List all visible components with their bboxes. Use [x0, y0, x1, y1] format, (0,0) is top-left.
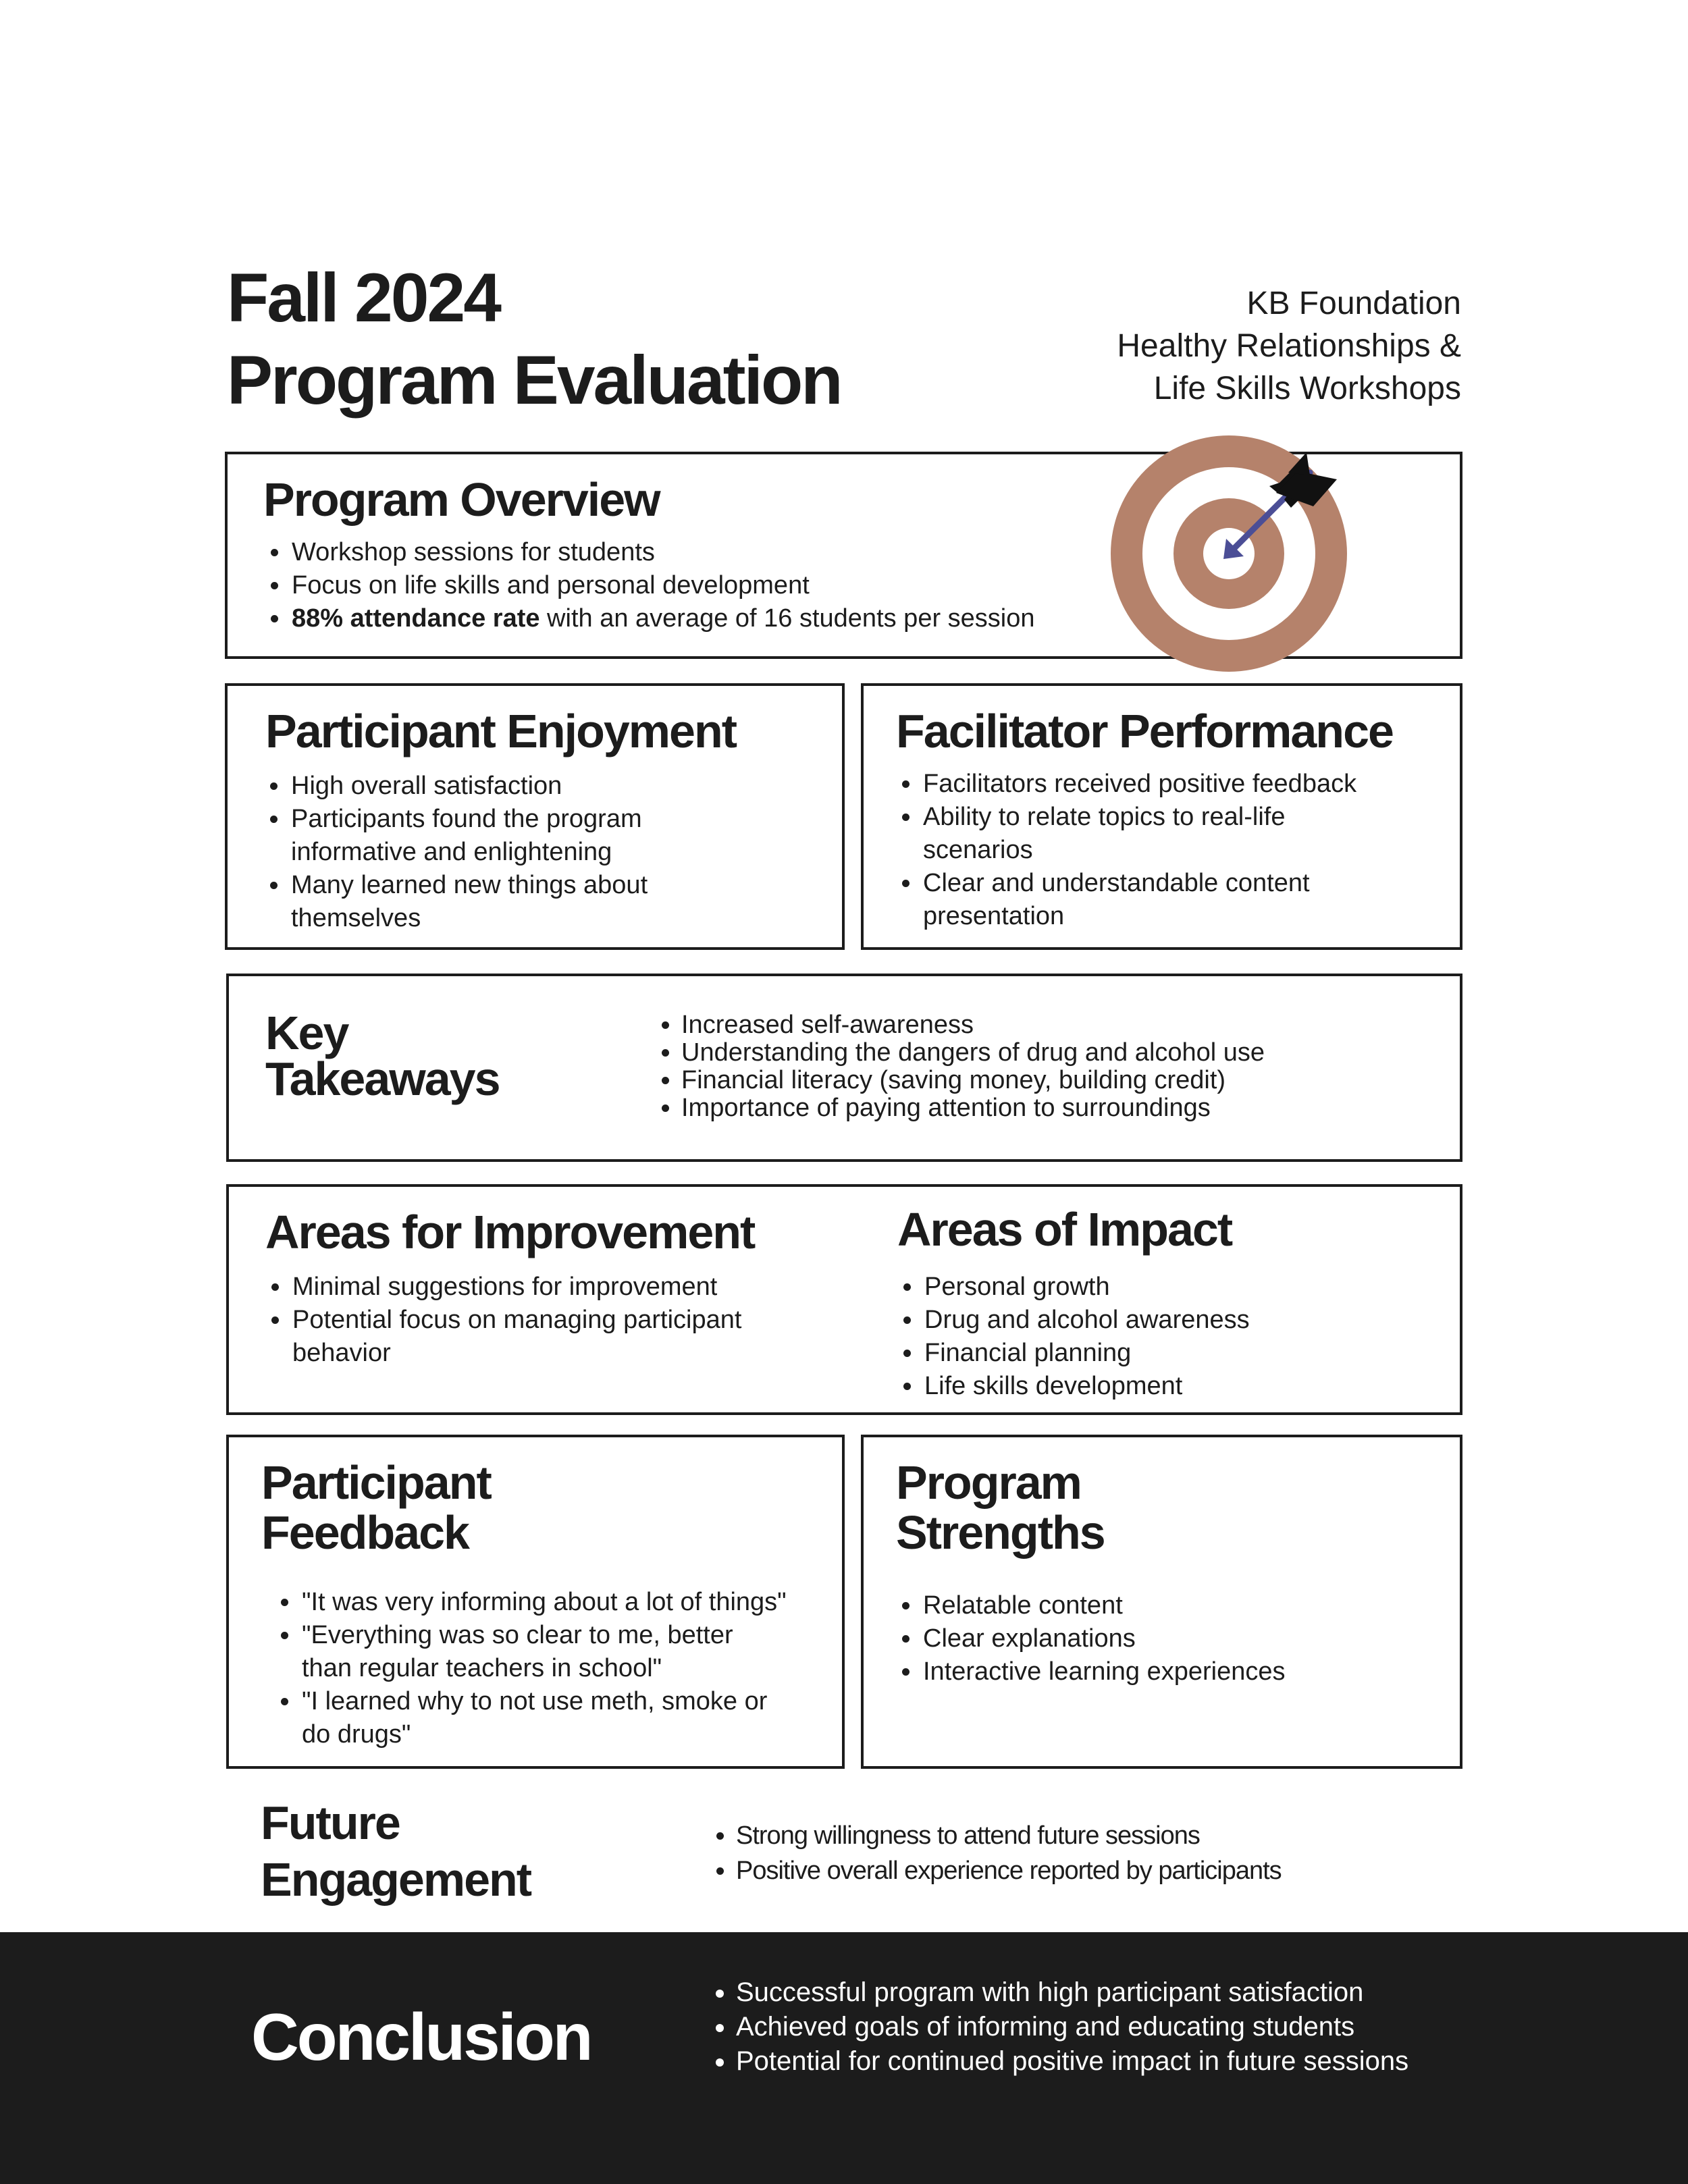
participant-enjoyment-list — [263, 770, 843, 935]
key-takeaways-heading-line-1: Key — [265, 1007, 348, 1059]
participant-feedback-heading-line-1: Participant — [261, 1456, 491, 1509]
areas-for-improvement-list — [264, 1271, 804, 1370]
conclusion-heading: Conclusion — [251, 2000, 591, 2074]
program-name-line-1: Healthy Relationships & — [1117, 328, 1461, 364]
list-item — [290, 602, 1035, 635]
participant-feedback-section — [226, 1435, 845, 1769]
program-strengths-heading-line-1: Program — [896, 1456, 1081, 1509]
list-item: • Potential for continued positive impact in future sessions — [736, 2044, 1546, 2079]
future-engagement-heading — [261, 1794, 531, 1908]
participant-enjoyment-heading: Participant Enjoyment — [265, 705, 737, 757]
program-strengths-heading-line-2: Strengths — [896, 1506, 1105, 1559]
program-name-line-2: Life Skills Workshops — [1153, 371, 1461, 406]
list-item: • Workshop sessions for students — [290, 536, 1035, 569]
facilitator-performance-section — [861, 683, 1462, 950]
attendance-rate: 88% attendance rate — [292, 604, 540, 633]
program-strengths-heading — [896, 1458, 1105, 1557]
list-item: • High overall satisfaction — [290, 770, 843, 803]
list-item: • Life skills development — [923, 1370, 1463, 1403]
list-item: • Strong willingness to attend future sessions — [736, 1818, 1479, 1853]
list-item: • Ability to relate topics to real-life scenarios — [922, 801, 1362, 867]
key-takeaways-heading — [265, 1007, 500, 1105]
list-item: • Understanding the dangers of drug and alcohol use — [681, 1039, 1458, 1067]
list-item: • Focus on life skills and personal development — [290, 569, 1035, 602]
program-overview-heading: Program Overview — [263, 473, 660, 526]
key-takeaways-section — [226, 974, 1462, 1162]
key-takeaways-heading-line-2: Takeaways — [265, 1053, 500, 1105]
attendance-detail: with an average of 16 students per session — [539, 604, 1035, 633]
target-arrow-icon — [1107, 432, 1350, 675]
program-overview-list — [263, 536, 1035, 635]
improvement-impact-section — [226, 1184, 1462, 1415]
list-item: • Achieved goals of informing and educating students — [736, 2010, 1546, 2044]
list-item: • Financial planning — [923, 1337, 1463, 1370]
list-item: • Successful program with high participant satisfaction — [736, 1975, 1546, 2010]
list-item: • Many learned new things about themselves — [290, 869, 696, 935]
list-item: • Personal growth — [923, 1271, 1463, 1304]
list-item: • Participants found the program informative and enlightening — [290, 803, 696, 869]
future-engagement-list — [709, 1818, 1479, 1888]
participant-feedback-heading — [261, 1458, 491, 1557]
list-item: • "It was very informing about a lot of things" — [300, 1586, 814, 1619]
list-item: • Minimal suggestions for improvement — [291, 1271, 804, 1304]
areas-of-impact-list — [896, 1271, 1463, 1403]
list-item: • Drug and alcohol awareness — [923, 1304, 1463, 1337]
list-item: • Clear and understandable content presentation — [922, 867, 1362, 933]
program-strengths-section — [861, 1435, 1462, 1769]
title-line-2: Program Evaluation — [227, 342, 841, 419]
participant-feedback-list — [273, 1586, 814, 1751]
program-strengths-list — [895, 1589, 1462, 1688]
participant-feedback-heading-line-2: Feedback — [261, 1506, 469, 1559]
org-name: KB Foundation — [1246, 286, 1461, 321]
list-item: • Relatable content — [922, 1589, 1462, 1622]
future-engagement-heading-line-1: Future — [261, 1796, 400, 1849]
list-item: • Importance of paying attention to surroundings — [681, 1094, 1458, 1122]
page-title — [227, 257, 841, 421]
facilitator-performance-list — [895, 768, 1462, 933]
organization-block — [1117, 282, 1461, 410]
facilitator-performance-heading: Facilitator Performance — [896, 705, 1393, 757]
list-item: • Positive overall experience reported by participants — [736, 1853, 1479, 1888]
list-item: • Potential focus on managing participant behavior — [291, 1304, 765, 1370]
list-item: • "I learned why to not use meth, smoke or do drugs" — [300, 1685, 774, 1751]
areas-for-improvement-heading: Areas for Improvement — [265, 1206, 755, 1258]
list-item: • Facilitators received positive feedback — [922, 768, 1462, 801]
list-item: • Clear explanations — [922, 1622, 1462, 1655]
list-item: • Interactive learning experiences — [922, 1655, 1462, 1688]
list-item: • Increased self-awareness — [681, 1011, 1458, 1039]
conclusion-list — [709, 1975, 1546, 2079]
list-item: • "Everything was so clear to me, better than regular teachers in school" — [300, 1619, 774, 1685]
key-takeaways-list — [654, 1011, 1458, 1122]
future-engagement-heading-line-2: Engagement — [261, 1853, 531, 1906]
list-item: • Financial literacy (saving money, building credit) — [681, 1067, 1458, 1094]
conclusion-section — [0, 1932, 1688, 2184]
areas-of-impact-heading: Areas of Impact — [897, 1203, 1232, 1256]
participant-enjoyment-section — [225, 683, 845, 950]
title-line-1: Fall 2024 — [227, 259, 500, 336]
